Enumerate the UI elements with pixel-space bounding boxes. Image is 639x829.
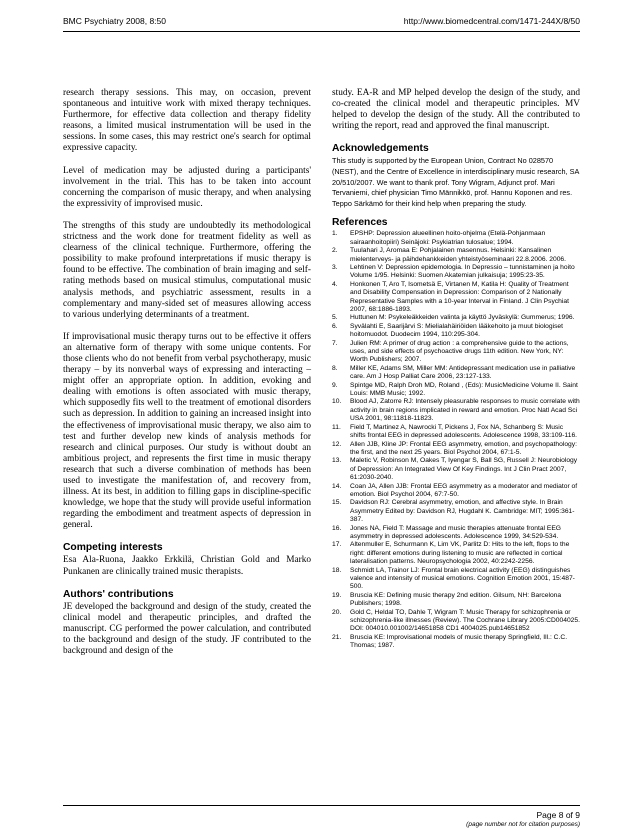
reference-item [332,483,580,500]
reference-item [332,424,580,441]
reference-text: Altenmuller E, Schurmann K, Lim VK, Parlitz D: Hits to the left, flops to the right: different emotions during listening to music are reflected in cortical lateralisation patterns. Neuropsychologia 2002, 40:2242-2256. [350,541,570,566]
reference-text: Syvälahti E, Saarijärvi S: Mielialahäiriöiden lääkehoito ja muut biologiset hoitomuodot. Duodecim 1994, 110:295-304. [350,322,563,339]
body-paragraph: The strengths of this study are undoubtedly its methodological strictness and the work done for treatment fidelity as well as clearness of the clinical technique. Furthermore, offering the possibility to make profound interpretations if music therapy is found to be effective. The combination of brain imaging and self-rating methods based on musical stimulus, computational music analysis methods, and psychiatric assessment, results in a complementary and many-sided set of measures allowing access to various underlying determinants of a treatment. [63,220,311,320]
reference-text: Bruscia KE: Defining music therapy 2nd edition. Gilsum, NH: Barcelona Publishers; 1998. [350,591,562,608]
journal-citation: BMC Psychiatry 2008, 8:50 [63,16,166,26]
reference-text: EPSHP: Depression alueellinen hoito-ohjelma (Etelä-Pohjanmaan sairaanhoitopiiri) Seinäjoki: Psykiatrian tulosalue; 1994. [350,230,546,246]
reference-number: 16. [332,524,342,532]
reference-text: Honkonen T, Aro T, Isometsä E, Virtanen M, Katila H: Quality of Treatment and Disability Compensation in Depression: Comparison of 2 Nationally Representative Samples with a 10-year Interval in Finland. J Clin Psychiat 2007, 68:1886-1893. [350,280,569,313]
page-number: Page 8 of 9 [536,810,580,820]
reference-number: 20. [332,608,342,616]
acknowledgements-text: This study is supported by the European Union, Contract No 028570 (NEST), and the Centre of Excellence in interdisciplinary music research, SA 20/510/2007. We want to thank prof. Tony Wigram, Adjunct prof. Mari Tervaniemi, chief physician Timo Männikkö, prof. Hannu Koponen and res. Teppo Särkämö for their kind help when preparing the study. [332,156,579,208]
reference-text: Schmidt LA, Trainor LJ: Frontal brain electrical activity (EEG) distinguishes valence and intensity of musical emotions. Cognition Emotion 2001, 15:487-500. [350,566,575,591]
left-column [63,88,311,668]
reference-number: 18. [332,566,342,574]
authors-contributions-text: JE developed the background and design of the study, created the clinical model and therapeutic principles, and drafted the manuscript. CG performed the power calculation, and contributed to the background and design of the study. JF contributed to the background and design of the [63,601,311,657]
reference-text: Lehtinen V: Depression epidemologia. In Depressio – tunnistaminen ja hoito Volume 1/95. Helsinki: Suomen Akatemian julkaisuja; 1995:23-35. [350,263,575,280]
reference-item [332,567,580,592]
reference-item [332,609,580,634]
references-heading: References [332,217,388,229]
body-paragraph: If improvisational music therapy turns out to be effective it offers an alternative form of therapy with some unique contents. For those clients who do not benefit from verbal psychotherapy, music therapy – by its nonverbal ways of expressing and interacting – might offer an appropriate option. In addition, evoking and dealing with emotions is often associated with music therapy, which supposedly fits well to the treatment of emotional disorders such as depression. In addition to gaining an increased insight into the effectiveness of improvisational music therapy, we also aim to test and further develop new kinds of analysis methods for research and clinical purposes. Our study is without doubt an ambitious project, and represents the first time in music therapy research that such a diverse combination of methods has been used to investigate the manifestation of, and recovery from, illness. At its best, in addition to filling gaps in discipline-specific knowledge, we hope that the study will provide useful information regarding the embodiment and treatment aspects of depression in general. [63,331,311,531]
reference-text: Allen JJB, Kline JP: Frontal EEG asymmetry, emotion, and psychopathology: the first, and the next 25 years. Biol Psychol 2004, 67:1-5. [350,440,577,456]
reference-item [332,541,580,566]
reference-number: 9. [332,381,338,389]
reference-number: 11. [332,423,341,431]
footer-rule [63,805,580,806]
reference-number: 15. [332,499,342,507]
reference-item [332,499,580,524]
article-url[interactable]: http://www.biomedcentral.com/1471-244X/8/50 [403,16,580,26]
reference-number: 10. [332,398,342,406]
authors-contributions-continued: study. EA-R and MP helped develop the design of the study, and co-created the clinical model and therapeutic principles. MV helped to develop the design of the study. All the contributed to writing the report, read and approved the final manuscript. [332,88,580,132]
reference-number: 7. [332,339,338,347]
reference-item [332,382,580,399]
reference-number: 3. [332,263,338,271]
reference-number: 5. [332,314,338,322]
reference-item [332,264,580,281]
reference-number: 12. [332,440,342,448]
reference-text: Spintge MD, Ralph Droh MD, Roland , (Eds): MusicMedicine Volume II. Saint Louis: MMB Music; 1992. [350,381,578,398]
reference-text: Gold C, Heldal TO, Dahle T, Wigram T: Music Therapy for schizophrenia or schizophrenia-like illnesses (Review). The Cochrane Library 2005:CD004025. DOI: 004010.001002/14651858 CD1 4004025.pub14651852 [350,608,580,633]
reference-text: Huttunen M: Psykeleäkkeiden valinta ja käyttö Jyväskylä: Gummerus; 1996. [350,314,575,322]
reference-item [332,323,580,340]
reference-text: Miller KE, Adams SM, Miller MM: Antidepressant medication use in palliative care. Am J Hosp Palliat Care 2006, 23:127-133. [350,364,576,381]
reference-text: Blood AJ, Zatorre RJ: Intensely pleasurable responses to music correlate with activity in brain regions implicated in reward and emotion. Proc Natl Acad Sci USA 2001, 98:11818-11823. [350,398,580,423]
reference-item [332,441,580,458]
body-paragraph: research therapy sessions. This may, on occasion, prevent spontaneous and intuitive work with mixed therapy techniques. Furthermore, for effective data collection and therapy fidelity reasons, a limited musical instrumentation will be used in the sessions. In some cases, this may restrict one's search for optimal expressive capacity. [63,88,311,154]
reference-text: Davidson RJ: Cerebral asymmetry, emotion, and affective style. In Brain Asymmetry Edited by: Davidson RJ, Hugdahl K. Cambridge: MIT; 1995:361-387. [350,499,575,524]
reference-item [332,634,580,651]
reference-item [332,247,580,264]
reference-number: 13. [332,457,342,465]
acknowledgements-heading: Acknowledgements [332,143,429,155]
reference-text: Field T, Martinez A, Nawrocki T, Pickens J, Fox NA, Schanberg S: Music shifts frontal EEG in depressed adolescents. Adolescence 1998, 33:109-116. [350,423,578,440]
reference-number: 6. [332,322,338,330]
reference-text: Tuulahari J, Aromaa E: Pohjalainen masennus. Helsinki: Kansalinen mielenterveys- ja päihdehankkeiden yhteistyöseminaari 22.8.2006. 2006. [350,247,566,263]
competing-interests-text: Esa Ala-Ruona, Jaakko Erkkilä, Christian Gold and Marko Punkanen are clinically trained music therapists. [63,555,311,577]
reference-number: 4. [332,280,338,288]
reference-item [332,314,580,322]
reference-item [332,592,580,609]
header-rule [63,31,580,32]
body-paragraph: Level of medication may be adjusted during a participants' involvement in the trial. This has to be taken into account concerning the comparison of music therapy, and when analysing the expressivity of improvised music. [63,165,311,209]
reference-item [332,340,580,365]
reference-text: Coan JA, Allen JJB: Frontal EEG asymmetry as a moderator and mediator of emotion. Biol Psychol 2004, 67:7-50. [350,482,578,498]
competing-interests-heading: Competing interests [63,542,163,554]
reference-item [332,457,580,482]
reference-text: Bruscia KE: Improvisational models of music therapy Springfield, Ill.: C.C. Thomas; 1987. [350,633,568,650]
reference-item [332,525,580,542]
reference-list [332,230,580,650]
citation-note: (page number not for citation purposes) [466,821,580,828]
reference-item [332,230,580,247]
reference-number: 8. [332,364,338,372]
reference-number: 14. [332,482,342,490]
reference-number: 21. [332,633,342,641]
authors-contributions-heading: Authors' contributions [63,588,174,600]
reference-item [332,281,580,315]
reference-text: Jones NA, Field T: Massage and music therapies attenuate frontal EEG asymmetry in depressed adolescents. Adolescence 1999, 34:529-534. [350,524,562,540]
reference-item [332,365,580,382]
reference-number: 1. [332,230,338,238]
reference-text: Julien RM: A primer of drug action : a comprehensive guide to the actions, uses, and side effects of psychoactive drugs 11th edition. New York, NY: Worth Publishers; 2007. [350,339,569,364]
reference-text: Maletic V, Robinson M, Oakes T, Iyengar S, Ball SG, Russell J: Neurobiology of Depression: An Integrated View Of Key Findings. Int J Clin Pract 2007, 61:2030-2040. [350,457,578,482]
reference-number: 19. [332,591,342,599]
reference-number: 2. [332,247,338,255]
right-column [332,88,580,651]
reference-item [332,398,580,423]
reference-number: 17. [332,541,342,549]
